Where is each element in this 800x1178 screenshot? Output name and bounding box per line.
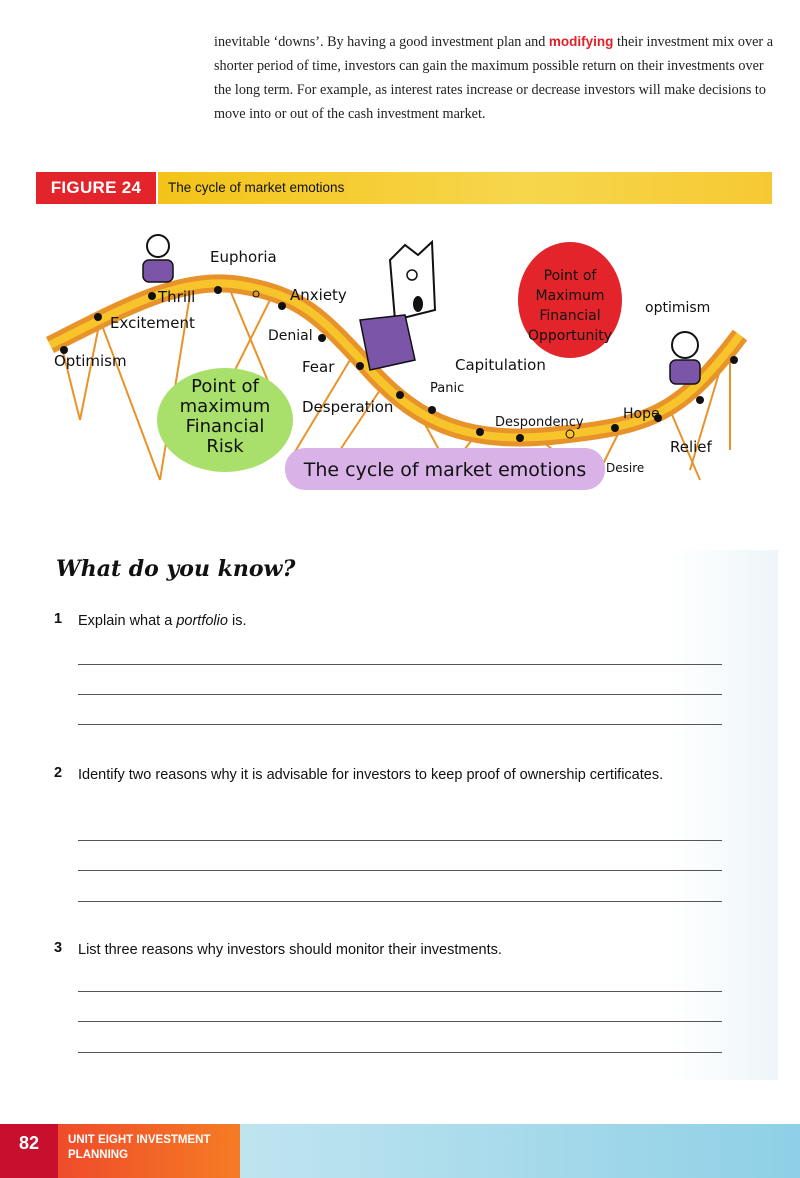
svg-text:Financial: Financial [539, 308, 601, 324]
question-text: Explain what a portfolio is. [78, 613, 247, 629]
label-fear: Fear [302, 358, 335, 376]
label-capitulation: Capitulation [455, 356, 546, 374]
answer-line[interactable] [78, 901, 722, 902]
svg-text:Point of: Point of [543, 268, 597, 284]
svg-text:Financial: Financial [185, 416, 265, 437]
figure-label: FIGURE 24 [36, 172, 156, 204]
label-optimism-left: Optimism [54, 352, 127, 370]
answer-line[interactable] [78, 991, 722, 992]
label-euphoria: Euphoria [210, 248, 277, 266]
person-top-left-icon [143, 235, 173, 282]
intro-paragraph [214, 30, 774, 126]
label-despondency: Despondency [495, 415, 584, 430]
label-relief: Relief [670, 438, 712, 456]
label-denial: Denial [268, 328, 313, 344]
answer-line[interactable] [78, 724, 722, 725]
intro-text-2: their investment mix over a shorter period of time, investors can gain the maximum possible return on their investments over the long term. For example, as interest rates increase or decrease investors will make decisions to move into or out of the cash investment market. [214, 34, 773, 122]
label-excitement: Excitement [110, 314, 195, 332]
label-optimism-right: optimism [645, 300, 711, 316]
label-desire: Desire [606, 461, 645, 475]
footer-band [240, 1124, 800, 1178]
answer-line[interactable] [78, 664, 722, 665]
svg-text:Opportunity: Opportunity [527, 328, 613, 344]
figure-title: The cycle of market emotions [168, 180, 345, 195]
question-number: 3 [54, 940, 63, 956]
figure-header [36, 172, 772, 204]
question-number: 2 [54, 765, 63, 781]
person-right-icon [670, 332, 700, 384]
question-text: Identify two reasons why it is advisable for investors to keep proof of ownership certificates. [78, 767, 664, 783]
svg-text:maximum: maximum [179, 396, 271, 417]
intro-highlight: modifying [548, 34, 614, 49]
svg-text:Point of: Point of [191, 376, 259, 397]
label-anxiety: Anxiety [290, 286, 347, 304]
banner-text: The cycle of market emotions [303, 459, 587, 481]
answer-line[interactable] [78, 840, 722, 841]
market-emotions-illustration [40, 220, 770, 510]
label-thrill: Thrill [158, 288, 196, 306]
answer-line[interactable] [78, 1052, 722, 1053]
unit-label: UNIT EIGHT INVESTMENT PLANNING [58, 1124, 240, 1178]
answer-line[interactable] [78, 694, 722, 695]
label-desperation: Desperation [302, 398, 394, 416]
intro-text-1: inevitable ‘downs’. By having a good investment plan and [214, 34, 549, 50]
quiz-title: What do you know? [56, 556, 296, 582]
figure-title-bar [158, 172, 772, 204]
answer-line[interactable] [78, 870, 722, 871]
person-screaming-icon [360, 242, 435, 370]
label-hope: Hope [623, 406, 660, 422]
answer-line[interactable] [78, 1021, 722, 1022]
question-text: List three reasons why investors should monitor their investments. [78, 942, 502, 958]
svg-text:Risk: Risk [206, 436, 244, 457]
page-number: 82 [0, 1124, 58, 1178]
question-number: 1 [54, 611, 63, 627]
svg-text:Maximum: Maximum [535, 288, 605, 304]
label-panic: Panic [430, 381, 465, 396]
